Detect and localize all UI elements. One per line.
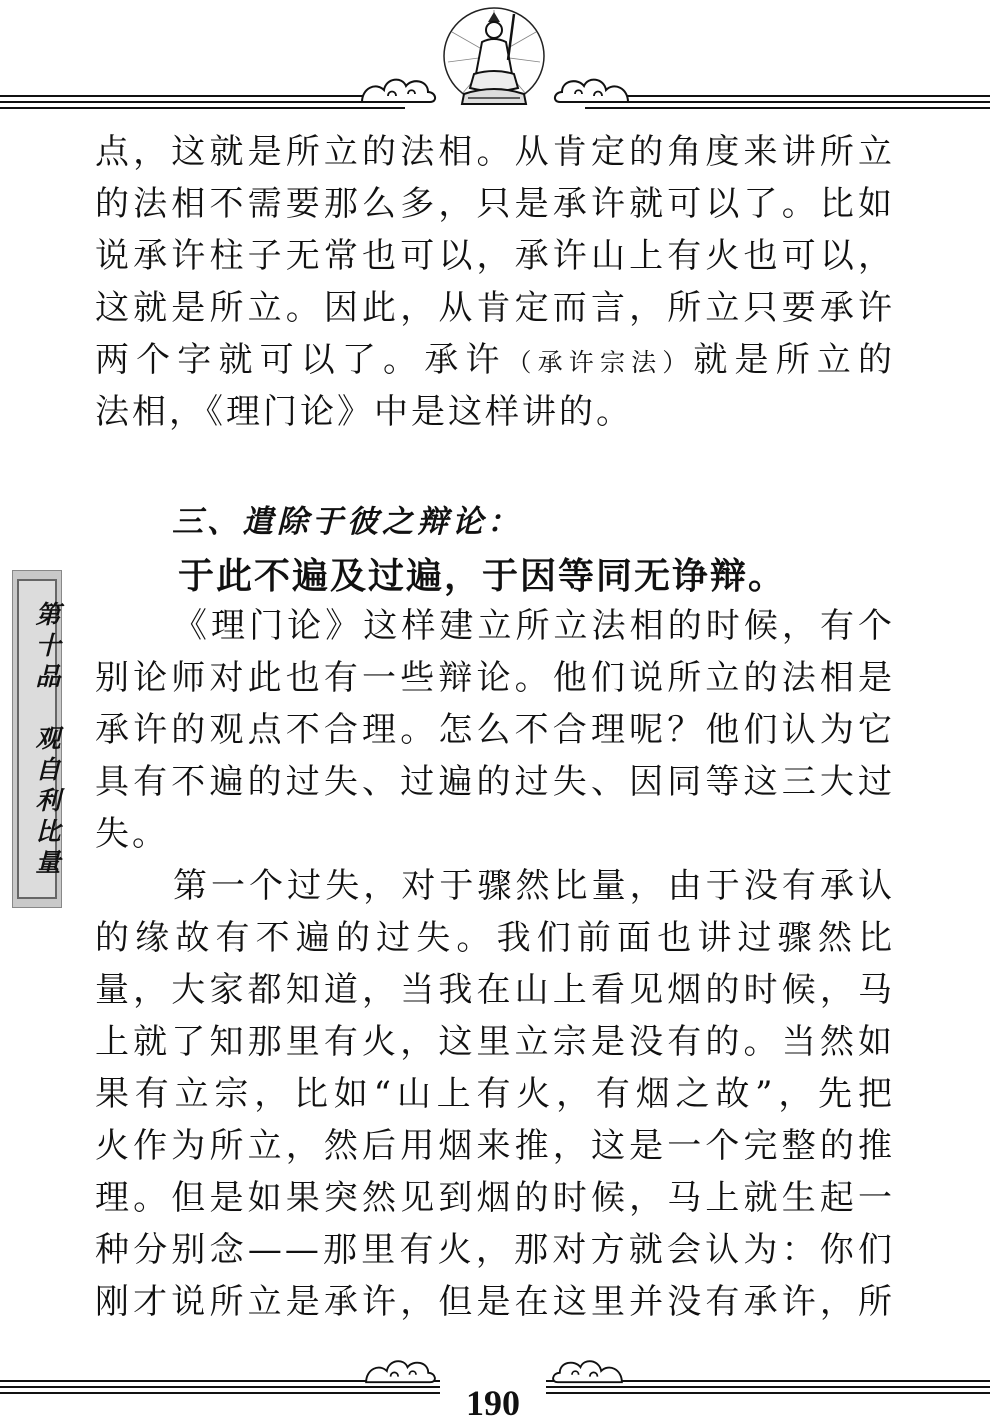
cloud-ornament-icon [362,1354,438,1386]
inline-note: （承许宗法） [506,348,694,377]
cloud-ornament-icon [358,72,438,106]
padmasambhava-emblem-icon [438,2,550,110]
text-line: 失。 [95,814,169,854]
text-line: 第一个过失，对于骤然比量，由于没有承认 [173,866,895,906]
text-line: 理。但是如果突然见到烟的时候，马上就生起一 [95,1178,895,1218]
cloud-ornament-icon [552,72,632,106]
text-segment: 两个字就可以了。承许 [95,340,507,380]
chapter-side-tab-label: 第十品 观自利比量 [32,601,61,880]
paragraph-3 [95,860,895,1328]
text-line: 的法相不需要那么多，只是承许就可以了。比如 [95,184,895,224]
paragraph-1 [95,126,895,438]
root-verse: 于此不遍及过遍，于因等同无诤辩。 [178,555,787,596]
chapter-side-tab [12,570,62,908]
text-line: 刚才说所立是承许，但是在这里并没有承许，所 [95,1282,895,1322]
text-line: 《理门论》这样建立所立法相的时候，有个 [173,606,895,646]
text-line: 点，这就是所立的法相。从肯定的角度来讲所立 [95,132,895,172]
text-line [95,334,895,386]
text-line: 具有不遍的过失、过遍的过失、因同等这三大过 [95,762,895,802]
cloud-ornament-icon [550,1354,626,1386]
text-line: 别论师对此也有一些辩论。他们说所立的法相是 [95,658,895,698]
text-line: 量，大家都知道，当我在山上看见烟的时候，马 [95,970,895,1010]
page-number: 190 [466,1383,520,1423]
text-line: 这就是所立。因此，从肯定而言，所立只要承许 [95,288,895,328]
text-line: 的缘故有不遍的过失。我们前面也讲过骤然比 [95,918,895,958]
text-line: 上就了知那里有火，这里立宗是没有的。当然如 [95,1022,895,1062]
text-line: 法相，《理门论》中是这样讲的。 [95,392,633,432]
text-line: 种分别念——那里有火，那对方就会认为：你们 [95,1230,895,1270]
section-heading: 三、遣除于彼之辩论： [172,504,522,540]
text-segment: 就是所立的 [693,340,896,380]
text-line: 承许的观点不合理。怎么不合理呢？他们认为它 [95,710,895,750]
text-line: 说承许柱子无常也可以，承许山上有火也可以， [95,236,895,276]
text-line: 火作为所立，然后用烟来推，这是一个完整的推 [95,1126,895,1166]
text-line: 果有立宗，比如“山上有火，有烟之故”，先把 [95,1074,895,1114]
paragraph-2 [95,600,895,860]
